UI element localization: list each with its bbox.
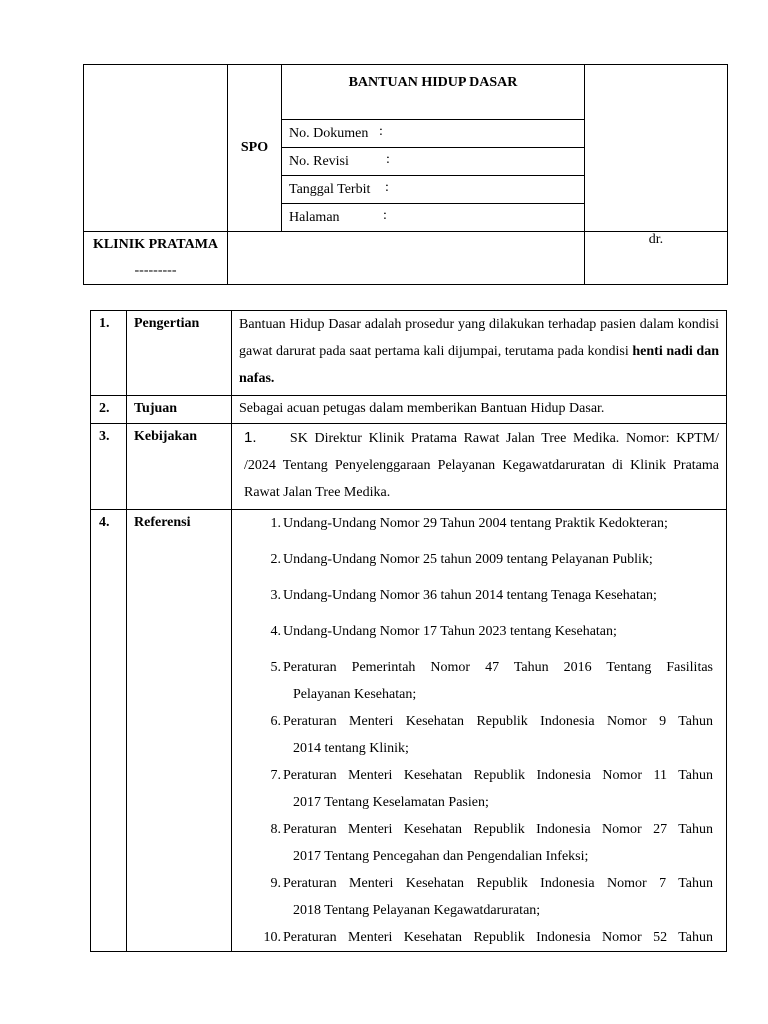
field-label: No. Revisi	[289, 153, 349, 169]
kebijakan-body: SK Direktur Klinik Pratama Rawat Jalan Tree Medika. Nomor: KPTM/ /2024 Tentang Penyelenggaraan Pelayanan Kegawatdaruratan di Klinik Pratama Rawat Jalan Tree Medika.	[244, 431, 758, 500]
referensi-item	[239, 654, 719, 708]
referensi-item-number: 10.	[263, 930, 281, 945]
referensi-item-number: 2.	[270, 552, 281, 567]
field-halaman	[282, 204, 584, 232]
kebijakan-item-number: 1.	[244, 429, 257, 446]
field-no-dokumen	[282, 120, 584, 148]
referensi-item-text: Peraturan Menteri Kesehatan Republik Indonesia Nomor 11 Tahun	[283, 768, 713, 783]
referensi-item-text-continued: 2017 Tentang Keselamatan Pasien;	[293, 795, 489, 810]
row-title: Kebijakan	[127, 424, 232, 510]
referensi-item-text: Undang-Undang Nomor 36 tahun 2014 tentang Tenaga Kesehatan;	[283, 588, 657, 603]
referensi-item	[239, 924, 719, 951]
row-title: Pengertian	[127, 311, 232, 396]
signatory: dr.	[585, 232, 728, 285]
referensi-item-number: 9.	[270, 876, 281, 891]
referensi-item-number: 3.	[270, 588, 281, 603]
clinic-dashes: ---------	[134, 263, 177, 278]
row-number: 3.	[91, 424, 127, 510]
row-number: 1.	[91, 311, 127, 396]
referensi-item	[239, 816, 719, 870]
referensi-item-number: 6.	[270, 714, 281, 729]
pengertian-bold: henti nadi dan nafas.	[239, 344, 719, 386]
field-sep: :	[386, 152, 390, 167]
approval-cell	[585, 65, 728, 232]
clinic-cell	[84, 232, 228, 285]
row-kebijakan	[91, 424, 727, 510]
referensi-item-text: Undang-Undang Nomor 25 tahun 2009 tentang Pelayanan Publik;	[283, 552, 653, 567]
referensi-item-number: 7.	[270, 768, 281, 783]
field-sep: :	[379, 124, 383, 139]
field-no-revisi	[282, 148, 584, 176]
row-title: Tujuan	[127, 396, 232, 424]
pengertian-body: Bantuan Hidup Dasar adalah prosedur yang dilakukan terhadap pasien dalam kondisi gawat darurat pada saat pertama kali dijumpai, terutama pada kondisi	[239, 317, 719, 359]
referensi-item-number: 5.	[270, 660, 281, 675]
referensi-item-text: Peraturan Menteri Kesehatan Republik Indonesia Nomor 9 Tahun	[283, 714, 713, 729]
tujuan-text: Sebagai acuan petugas dalam memberikan Bantuan Hidup Dasar.	[232, 396, 727, 424]
referensi-item-number: 8.	[270, 822, 281, 837]
document-header	[83, 64, 728, 285]
kebijakan-text	[232, 424, 758, 510]
document-title: BANTUAN HIDUP DASAR	[282, 65, 584, 120]
document-info	[282, 65, 585, 232]
referensi-item-text: Peraturan Pemerintah Nomor 47 Tahun 2016 Tentang Fasilitas	[283, 660, 713, 675]
referensi-item	[239, 618, 719, 645]
field-sep: :	[383, 208, 387, 223]
referensi-item	[239, 510, 719, 537]
referensi-item	[239, 762, 719, 816]
logo-cell	[84, 65, 228, 232]
clinic-name: KLINIK PRATAMA	[92, 237, 219, 252]
field-label: Halaman	[289, 209, 340, 225]
referensi-item	[239, 546, 719, 573]
referensi-list-cell	[232, 510, 727, 952]
referensi-item-text-continued: 2017 Tentang Pencegahan dan Pengendalian Infeksi;	[293, 849, 589, 864]
row-pengertian	[91, 311, 727, 396]
referensi-item-text: Undang-Undang Nomor 17 Tahun 2023 tentang Kesehatan;	[283, 624, 617, 639]
referensi-item-text-continued: 2014 tentang Klinik;	[293, 741, 409, 756]
referensi-item	[239, 582, 719, 609]
spo-content	[90, 310, 758, 952]
row-title: Referensi	[127, 510, 232, 952]
field-sep: :	[385, 180, 389, 195]
referensi-item	[239, 870, 719, 924]
row-tujuan	[91, 396, 727, 424]
field-label: Tanggal Terbit	[289, 181, 371, 197]
referensi-item-text: Peraturan Menteri Kesehatan Republik Indonesia Nomor 52 Tahun	[283, 930, 713, 945]
referensi-item-text-continued: Pelayanan Kesehatan;	[293, 687, 417, 702]
referensi-item-text: Undang-Undang Nomor 29 Tahun 2004 tentang Praktik Kedokteran;	[283, 516, 668, 531]
referensi-item-text: Peraturan Menteri Kesehatan Republik Indonesia Nomor 7 Tahun	[283, 876, 713, 891]
referensi-item-number: 1.	[270, 516, 281, 531]
referensi-item-text: Peraturan Menteri Kesehatan Republik Indonesia Nomor 27 Tahun	[283, 822, 713, 837]
field-label: No. Dokumen	[289, 125, 369, 141]
referensi-item-number: 4.	[270, 624, 281, 639]
referensi-list	[239, 510, 719, 951]
row-referensi	[91, 510, 727, 952]
empty-cell	[228, 232, 585, 285]
field-tanggal-terbit	[282, 176, 584, 204]
pengertian-text	[232, 311, 727, 396]
referensi-item	[239, 708, 719, 762]
spo-label: SPO	[228, 65, 282, 232]
referensi-item-text-continued: 2018 Tentang Pelayanan Kegawatdaruratan;	[293, 903, 541, 918]
row-number: 4.	[91, 510, 127, 952]
row-number: 2.	[91, 396, 127, 424]
